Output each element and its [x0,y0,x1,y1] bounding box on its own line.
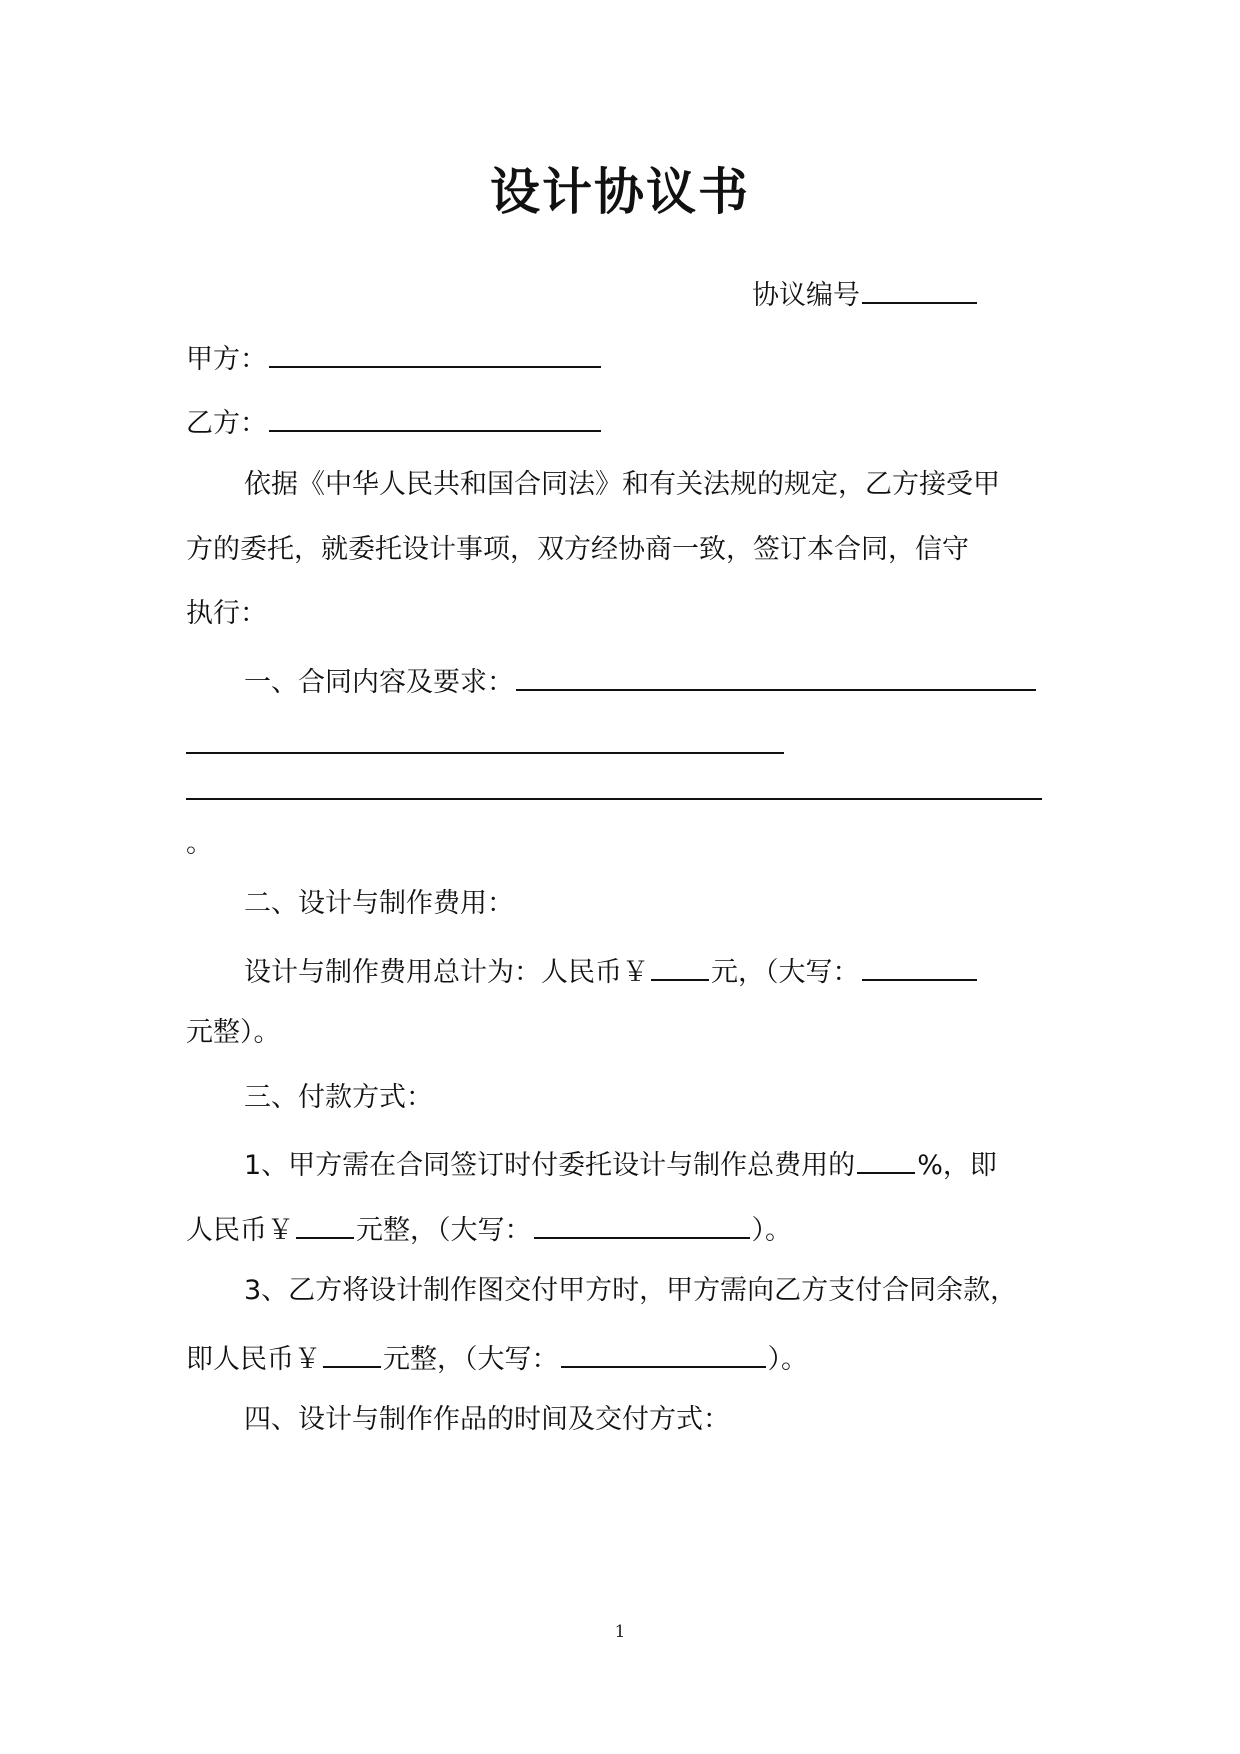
payment-item-1-amount-field[interactable] [296,1209,354,1239]
section-2-fee-end: 元整）。 [186,1017,281,1048]
section-3-heading: 三、付款方式： [244,1082,433,1113]
intro-line-1: 依据《中华人民共和国合同法》和有关法规的规定，乙方接受甲 [244,469,1000,500]
section-1-row [244,661,1038,701]
payment-item-3-uppercase-label: 元整，（大写： [383,1344,559,1375]
fee-amount-field[interactable] [651,951,709,981]
fee-uppercase-field[interactable] [862,951,977,981]
payment-percent-field[interactable] [857,1144,915,1174]
payment-item-3-line-1: 3、乙方将设计制作图交付甲方时，甲方需向乙方支付合同余款， [244,1275,1018,1306]
agreement-number-row [752,274,979,314]
payment-item-1-line-2 [186,1209,792,1249]
section-1-end-mark: 。 [186,828,213,859]
fee-uppercase-label: 元，（大写： [711,957,860,988]
payment-item-1-uppercase-field[interactable] [534,1209,750,1239]
contract-content-field-3[interactable] [186,798,1042,800]
agreement-number-field[interactable] [862,274,977,304]
payment-item-1-line-1 [244,1144,997,1184]
intro-line-2: 方的委托，就委托设计事项，双方经协商一致，签订本合同，信守 [186,534,969,565]
contract-content-field-2[interactable] [186,752,784,754]
section-4-heading: 四、设计与制作作品的时间及交付方式： [244,1404,730,1435]
section-2-heading: 二、设计与制作费用： [244,888,514,919]
fee-total-label: 设计与制作费用总计为：人民币￥ [244,957,649,988]
document-title: 设计协议书 [490,163,750,221]
party-a-label: 甲方： [186,344,267,375]
payment-item-1-rmb-label: 人民币￥ [186,1215,294,1246]
payment-item-1-end: ）。 [751,1215,792,1246]
payment-item-3-end: ）。 [767,1344,808,1375]
payment-item-3-rmb-label: 即人民币￥ [186,1344,321,1375]
party-b-label: 乙方： [186,408,267,439]
section-2-fee-row [244,951,979,991]
section-1-heading: 一、合同内容及要求： [244,667,514,698]
party-a-field[interactable] [269,338,601,368]
payment-item-1-text: 1、甲方需在合同签订时付委托设计与制作总费用的 [244,1150,856,1181]
party-b-field[interactable] [269,402,601,432]
payment-item-3-amount-field[interactable] [323,1338,381,1368]
payment-item-3-line-2 [186,1338,808,1378]
contract-content-field-1[interactable] [516,661,1036,691]
payment-item-3-uppercase-field[interactable] [561,1338,766,1368]
party-b-row [186,402,603,442]
page-number: 1 [614,1622,626,1642]
party-a-row [186,338,603,378]
payment-item-1-uppercase-label: 元整，（大写： [356,1215,532,1246]
intro-line-3: 执行： [186,598,267,629]
agreement-number-label: 协议编号 [752,280,860,311]
payment-percent-suffix: %，即 [917,1150,997,1181]
